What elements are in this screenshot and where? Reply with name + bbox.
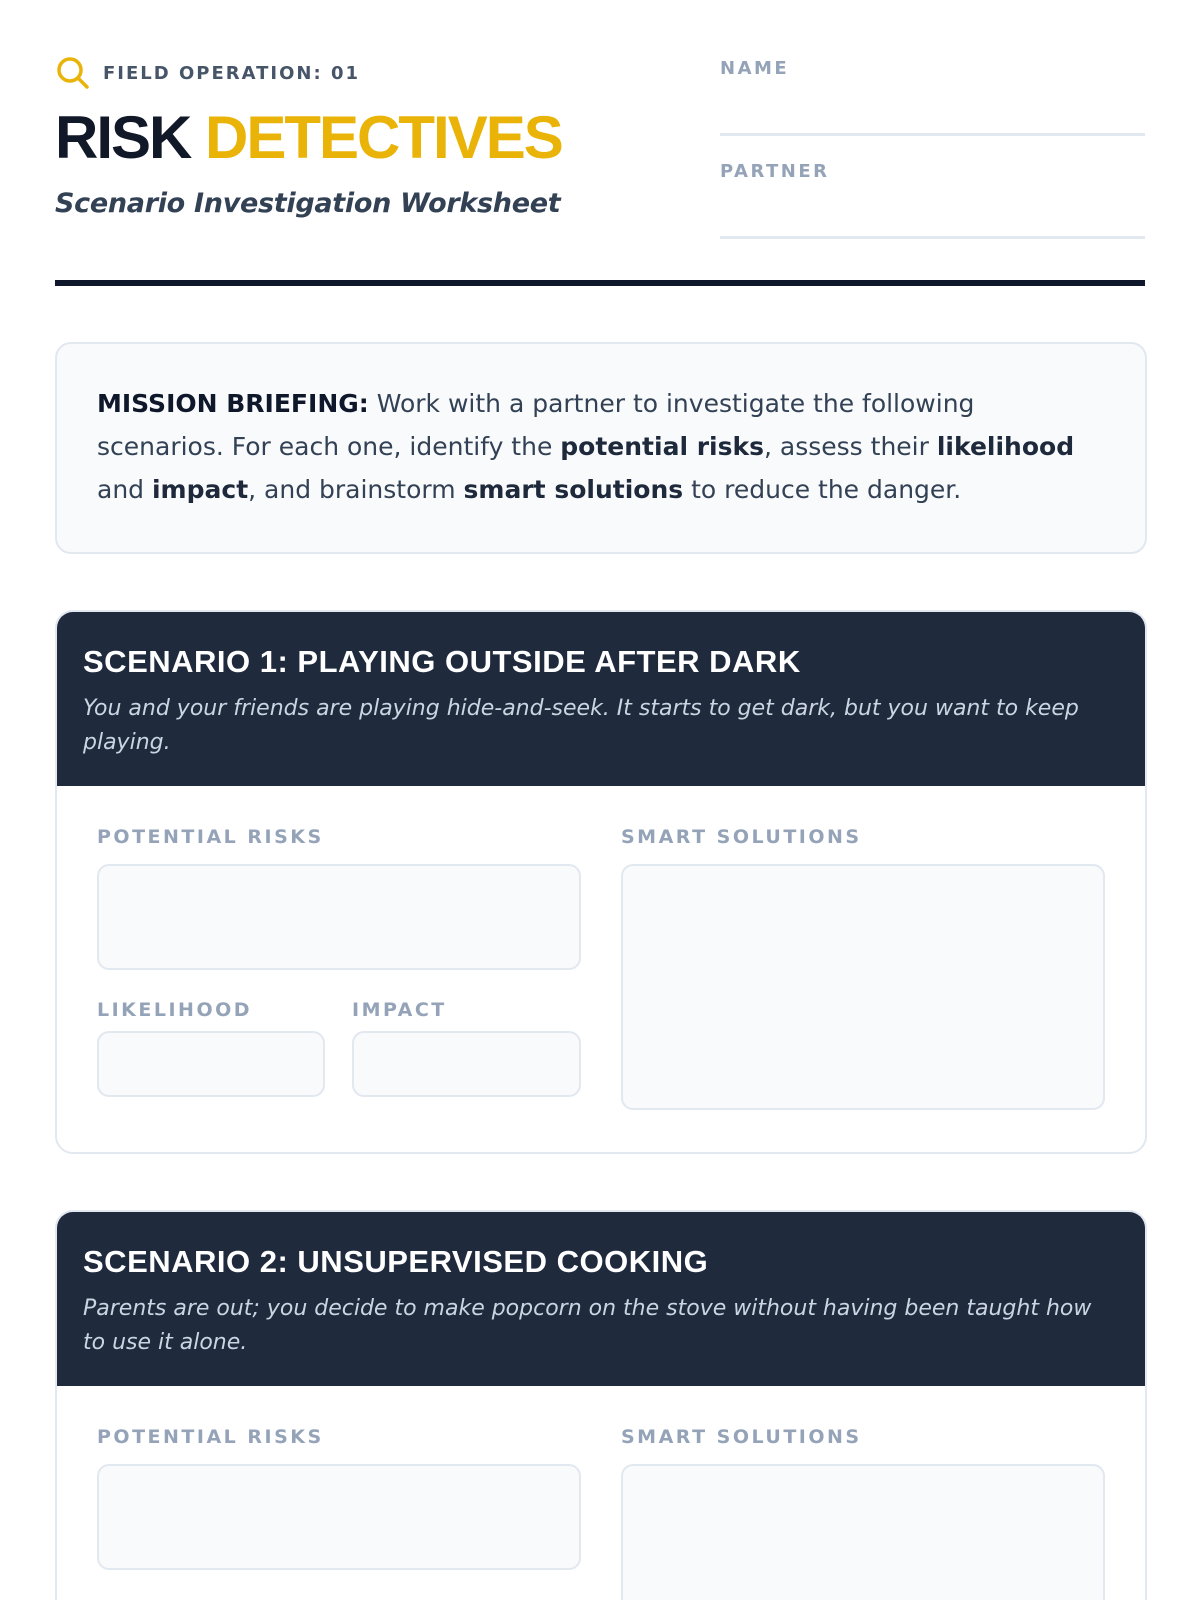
partner-field[interactable] bbox=[720, 161, 1145, 264]
potential-risks-box[interactable] bbox=[97, 864, 581, 970]
scenario-title: SCENARIO 1: PLAYING OUTSIDE AFTER DARK bbox=[83, 644, 801, 679]
impact-box[interactable] bbox=[352, 1031, 581, 1097]
field-operation-label: FIELD OPERATION: 01 bbox=[103, 62, 361, 84]
field-operation-eyebrow bbox=[55, 56, 562, 90]
potential-risks-box[interactable] bbox=[97, 1464, 581, 1570]
briefing-emphasis: smart solutions bbox=[463, 475, 684, 504]
briefing-lead: MISSION BRIEFING: bbox=[97, 389, 369, 418]
briefing-text: , and brainstorm bbox=[248, 475, 464, 504]
scenario-header bbox=[57, 612, 1145, 786]
name-write-line[interactable] bbox=[720, 133, 1145, 136]
likelihood-label: LIKELIHOOD bbox=[97, 999, 253, 1021]
smart-solutions-label: SMART SOLUTIONS bbox=[621, 826, 862, 848]
page-title bbox=[55, 104, 562, 171]
header-divider bbox=[55, 280, 1145, 286]
scenario-description: You and your friends are playing hide-and-seek. It starts to get dark, but you want to keep playing. bbox=[83, 696, 1079, 755]
name-field[interactable] bbox=[720, 58, 1145, 161]
smart-solutions-label: SMART SOLUTIONS bbox=[621, 1426, 862, 1448]
header-title-block bbox=[55, 56, 562, 219]
student-info-fields bbox=[720, 58, 1145, 264]
likelihood-box[interactable] bbox=[97, 1031, 325, 1097]
smart-solutions-box[interactable] bbox=[621, 864, 1105, 1110]
scenario-card-1 bbox=[55, 610, 1147, 1154]
briefing-text: to reduce the danger. bbox=[683, 475, 962, 504]
partner-field-label: PARTNER bbox=[720, 161, 830, 182]
potential-risks-label: POTENTIAL RISKS bbox=[97, 826, 324, 848]
scenario-header bbox=[57, 1212, 1145, 1386]
scenario-title: SCENARIO 2: UNSUPERVISED COOKING bbox=[83, 1244, 709, 1279]
potential-risks-label: POTENTIAL RISKS bbox=[97, 1426, 324, 1448]
impact-label: IMPACT bbox=[352, 999, 447, 1021]
briefing-emphasis: impact bbox=[151, 475, 249, 504]
page-subtitle: Scenario Investigation Worksheet bbox=[55, 188, 561, 219]
worksheet-header bbox=[55, 0, 1145, 288]
briefing-text: , assess their bbox=[764, 432, 937, 461]
briefing-text: Work with a partner to investigate the following scenarios. For each one, identify the bbox=[97, 389, 975, 461]
title-risk: RISK bbox=[55, 104, 191, 171]
scenario-description: Parents are out; you decide to make popcorn on the stove without having been taught how to use it alone. bbox=[83, 1296, 1092, 1355]
scenario-card-2 bbox=[55, 1210, 1147, 1600]
name-field-label: NAME bbox=[720, 58, 790, 79]
magnifying-glass-icon bbox=[55, 55, 91, 91]
briefing-emphasis: likelihood bbox=[936, 432, 1075, 461]
briefing-emphasis: potential risks bbox=[560, 432, 765, 461]
smart-solutions-box[interactable] bbox=[621, 1464, 1105, 1600]
mission-briefing bbox=[55, 342, 1147, 554]
partner-write-line[interactable] bbox=[720, 236, 1145, 239]
title-detectives: DETECTIVES bbox=[205, 104, 562, 171]
briefing-text: and bbox=[97, 475, 152, 504]
